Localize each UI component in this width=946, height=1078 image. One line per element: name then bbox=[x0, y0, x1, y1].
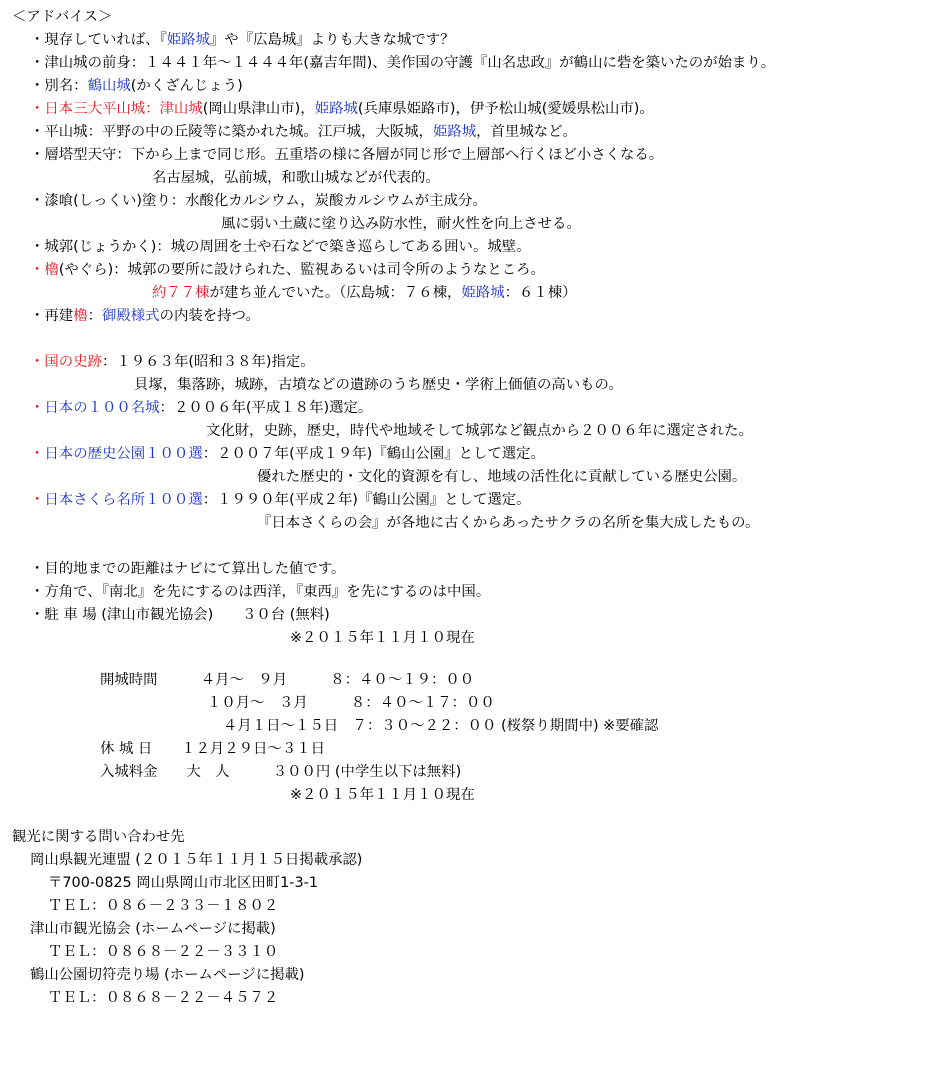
text-line bbox=[30, 29, 455, 51]
text-line bbox=[30, 259, 545, 281]
text-segment: ・平山城：平野の中の丘陵等に築かれた城。江戸城，大阪城， bbox=[30, 124, 433, 140]
text-line bbox=[30, 190, 487, 212]
text-segment: 津山市観光協会 (ホームページに掲載) bbox=[30, 921, 276, 937]
text-segment: 岡山県観光連盟 (２０１５年１１月１５日掲載承認) bbox=[30, 852, 363, 868]
text-segment: ＜アドバイス＞ bbox=[12, 9, 113, 25]
highlight-red-text: ・ bbox=[30, 400, 45, 416]
text-line bbox=[30, 443, 545, 465]
text-line bbox=[30, 144, 663, 166]
text-segment: ，首里城など。 bbox=[476, 124, 577, 140]
text-line bbox=[30, 604, 330, 626]
text-segment: (かくざんじょう) bbox=[130, 78, 243, 94]
text-line bbox=[48, 895, 278, 917]
text-segment: ： bbox=[87, 308, 102, 324]
highlight-red-text: ・ bbox=[30, 262, 45, 278]
text-line bbox=[30, 397, 372, 419]
text-line bbox=[12, 826, 185, 848]
text-segment: ・城郭(じょうかく)：城の周囲を土や石などで築き巡らしてある囲い。城壁。 bbox=[30, 239, 531, 255]
text-line bbox=[100, 669, 474, 691]
text-segment: 優れた歴史的・文化的資源を有し、地域の活性化に貢献している歴史公園。 bbox=[257, 469, 747, 485]
text-segment: ・駐 車 場 (津山市観光協会) ３０台 (無料) bbox=[30, 607, 330, 623]
text-segment: ：２００７年(平成１９年)『鶴山公園』として選定。 bbox=[202, 446, 545, 462]
text-segment: 』や『広島城』よりも大きな城です？ bbox=[209, 32, 455, 48]
text-line bbox=[257, 466, 746, 488]
text-segment: (やぐら)：城郭の要所に設けられた、監視あるいは司令所のようなところ。 bbox=[58, 262, 545, 278]
text-segment: が建ち並んでいた。（広島城：７６棟， bbox=[209, 285, 462, 301]
text-line bbox=[152, 167, 440, 189]
text-segment: ・方角で、『南北』を先にするのは西洋，『東西』を先にするのは中国。 bbox=[30, 584, 491, 600]
text-segment: ※２０１５年１１月１０現在 bbox=[290, 630, 475, 646]
text-line bbox=[30, 489, 531, 511]
text-line bbox=[290, 627, 475, 649]
text-line bbox=[30, 75, 243, 97]
text-line bbox=[12, 6, 112, 28]
highlight-blue-text: 日本さくら名所１００選 bbox=[44, 492, 203, 508]
text-line bbox=[223, 715, 658, 737]
text-line bbox=[48, 872, 318, 894]
text-segment: ：２００６年(平成１８年)選定。 bbox=[159, 400, 373, 416]
text-line bbox=[100, 738, 325, 760]
text-line bbox=[290, 784, 475, 806]
highlight-blue-text: 姫路城 bbox=[166, 32, 210, 48]
text-segment: ＴＥＬ：０８６－２３３－１８０２ bbox=[48, 898, 279, 914]
highlight-red-text: ・ bbox=[30, 446, 45, 462]
text-line bbox=[30, 849, 362, 871]
highlight-red-text: 櫓 bbox=[44, 262, 59, 278]
text-segment: ・津山城の前身：１４４１年～１４４４年(嘉吉年間)、美作国の守護『山名忠政』が鶴山に砦を築いたのが始まり。 bbox=[30, 55, 776, 71]
text-segment: ＴＥＬ：０８６８－２２－４５７２ bbox=[48, 990, 279, 1006]
highlight-blue-text: 姫路城 bbox=[314, 101, 358, 117]
text-line bbox=[30, 351, 315, 373]
highlight-red-text: ・ bbox=[30, 101, 45, 117]
text-line bbox=[30, 581, 490, 603]
text-segment: ※２０１５年１１月１０現在 bbox=[290, 787, 475, 803]
text-segment: ４月１日～１５日 ７：３０～２２：００ (桜祭り期間中) ※要確認 bbox=[223, 718, 659, 734]
text-segment: 文化財，史跡，歴史，時代や地域そして城郭など観点から２００６年に選定された。 bbox=[206, 423, 753, 439]
text-line bbox=[100, 761, 461, 783]
text-line bbox=[207, 692, 495, 714]
text-segment: 『日本さくらの会』が各地に古くからあったサクラの名所を集大成したもの。 bbox=[257, 515, 760, 531]
text-segment: ：１９６３年(昭和３８年)指定。 bbox=[101, 354, 315, 370]
text-line bbox=[30, 236, 531, 258]
text-segment: １０月～ ３月 ８：４０～１７：００ bbox=[207, 695, 495, 711]
text-segment: 観光に関する問い合わせ先 bbox=[12, 829, 185, 845]
text-line bbox=[30, 52, 775, 74]
text-line bbox=[30, 98, 654, 120]
text-segment: の内装を持つ。 bbox=[159, 308, 260, 324]
highlight-red-text: 国の史跡 bbox=[44, 354, 102, 370]
highlight-red-text: 約７７棟 bbox=[152, 285, 210, 301]
highlight-blue-text: 姫路城 bbox=[461, 285, 505, 301]
text-segment: (兵庫県姫路市)，伊予松山城(愛媛県松山市)。 bbox=[357, 101, 654, 117]
highlight-blue-text: 日本の１００名城 bbox=[44, 400, 160, 416]
text-line bbox=[48, 941, 278, 963]
text-segment: 貝塚，集落跡，城跡，古墳などの遺跡のうち歴史・学術上価値の高いもの。 bbox=[134, 377, 623, 393]
text-segment: ・目的地までの距離はナビにて算出した値です。 bbox=[30, 561, 346, 577]
text-segment: 〒700-0825 岡山県岡山市北区田町1-3-1 bbox=[48, 875, 319, 891]
text-segment: ・層塔型天守：下から上まで同じ形。五重塔の様に各層が同じ形で上層部へ行くほど小さくなる。 bbox=[30, 147, 664, 163]
highlight-blue-text: 姫路城 bbox=[432, 124, 477, 140]
highlight-red-text: ・ bbox=[30, 354, 45, 370]
text-segment: ・現存していれば、『 bbox=[30, 32, 167, 48]
text-line bbox=[206, 420, 753, 442]
text-segment: (岡山県津山市)， bbox=[202, 101, 315, 117]
text-line bbox=[48, 987, 278, 1009]
highlight-blue-text: 御殿様式 bbox=[102, 308, 160, 324]
text-segment: ・漆喰(しっくい)塗り：水酸化カルシウム，炭酸カルシウムが主成分。 bbox=[30, 193, 487, 209]
text-line bbox=[30, 121, 577, 143]
text-segment: 風に弱い土蔵に塗り込み防水性，耐火性を向上させる。 bbox=[221, 216, 581, 232]
text-line bbox=[30, 918, 276, 940]
text-segment: ＴＥＬ：０８６８－２２－３３１０ bbox=[48, 944, 279, 960]
text-segment: 鶴山公園切符売り場 (ホームページに掲載) bbox=[30, 967, 305, 983]
text-segment: 開城時間 ４月～ ９月 ８：４０～１９：００ bbox=[100, 672, 475, 688]
highlight-red-text: 櫓 bbox=[73, 308, 88, 324]
text-line bbox=[221, 213, 581, 235]
highlight-blue-text: 鶴山城 bbox=[87, 78, 131, 94]
text-line bbox=[30, 305, 260, 327]
text-line bbox=[257, 512, 759, 534]
text-segment: 休 城 日 １２月２９日～３１日 bbox=[100, 741, 326, 757]
highlight-red-text: 日本三大平山城：津山城 bbox=[44, 101, 203, 117]
text-segment: ：６１棟） bbox=[504, 285, 577, 301]
text-line bbox=[134, 374, 623, 396]
text-segment: ・再建 bbox=[30, 308, 74, 324]
highlight-blue-text: 日本の歴史公園１００選 bbox=[44, 446, 203, 462]
text-line bbox=[152, 282, 577, 304]
text-segment: 名古屋城，弘前城，和歌山城などが代表的。 bbox=[152, 170, 440, 186]
highlight-red-text: ・ bbox=[30, 492, 45, 508]
text-line bbox=[30, 558, 345, 580]
text-line bbox=[30, 964, 305, 986]
text-segment: ・別名： bbox=[30, 78, 88, 94]
text-segment: 入城料金 大 人 ３００円 (中学生以下は無料) bbox=[100, 764, 462, 780]
text-segment: ：１９９０年(平成２年)『鶴山公園』として選定。 bbox=[202, 492, 531, 508]
